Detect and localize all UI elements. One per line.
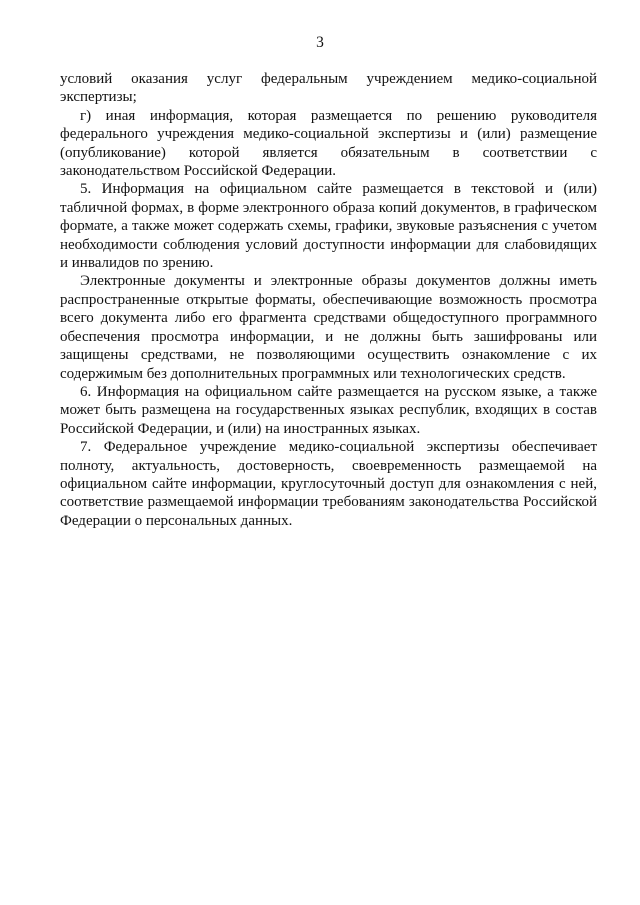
page-number: 3 [316,34,324,51]
paragraph-item-g: г) иная информация, которая размещается по решению руководителя федерального учреждения медико-социальной экспертизы и (или) размещение (опубликование) которой является обязательным в соответствии с законодательством Российской Федерации. [60,107,597,180]
paragraph-7: 7. Федеральное учреждение медико-социальной экспертизы обеспечивает полноту, актуальность, достоверность, своевременность размещаемой на официальном сайте информации, круглосуточный доступ для ознакомления с ней, соответствие размещаемой информации требованиям законодательства Российской Федерации о персональных данных. [60,439,597,529]
document-body [60,70,597,530]
paragraph-5: 5. Информация на официальном сайте размещается в текстовой и (или) табличной формах, в форме электронного образа копий документов, в графическом формате, а также может содержать схемы, графики, звуковые разъяснения с учетом необходимости соблюдения условий доступности информации для слабовидящих и инвалидов по зрению. [60,181,597,272]
paragraph-electronic-documents: Электронные документы и электронные образы документов должны иметь распространенные открытые форматы, обеспечивающие возможность просмотра всего документа либо его фрагмента средствами общедоступного программного обеспечения просмотра информации, и не должны быть зашифрованы или защищены средствами, не позволяющими осуществить ознакомление с их содержимым без дополнительных программных или технологических средств. [60,273,597,382]
paragraph-6: 6. Информация на официальном сайте размещается на русском языке, а также может быть размещена на государственных языках республик, входящих в состав Российской Федерации, и (или) на иностранных языках. [60,383,597,437]
paragraph-continuation: условий оказания услуг федеральным учреждением медико-социальной экспертизы; [60,71,597,106]
